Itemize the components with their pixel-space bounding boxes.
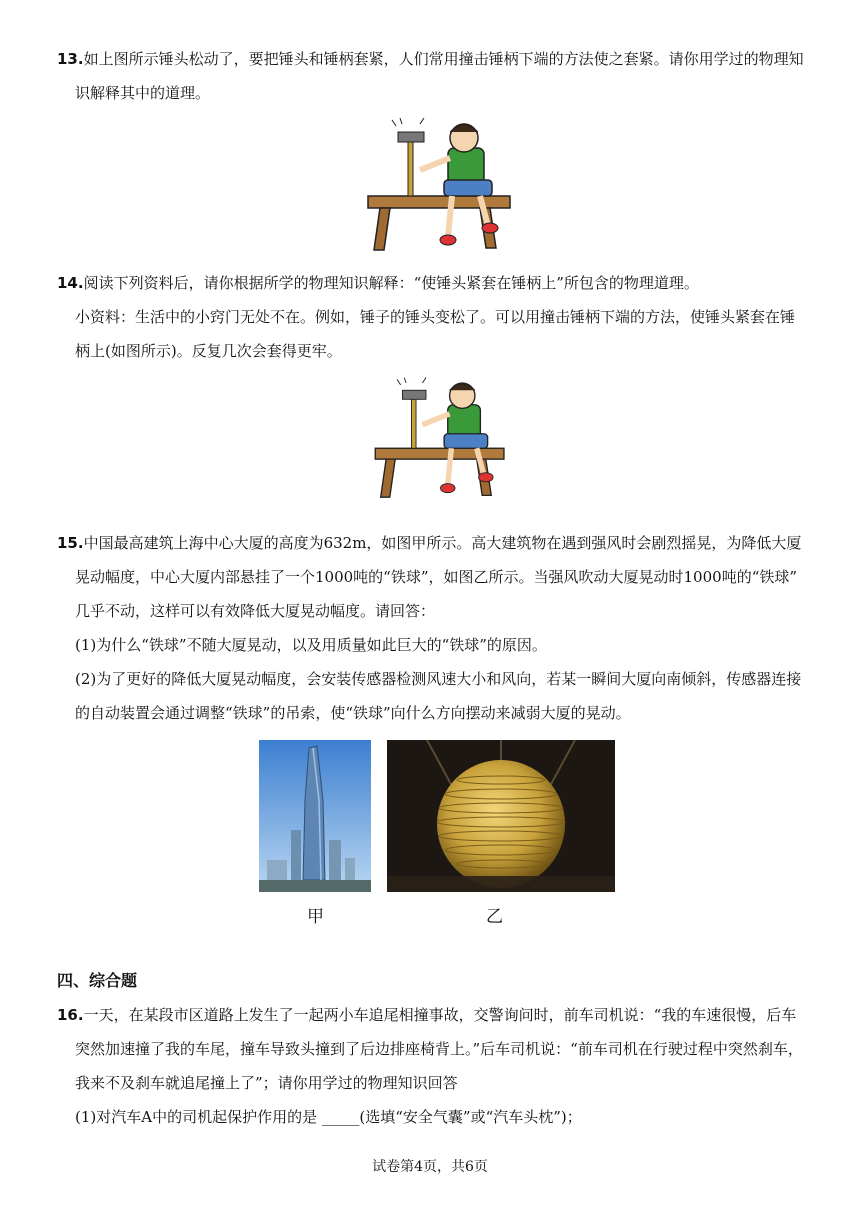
gold-sphere — [437, 760, 565, 888]
boy-hair — [450, 384, 475, 390]
question-text: 一天，在某段市区道路上发生了一起两小车追尾相撞事故，交警询问时，前车司机说：“我的车速很慢，后车 — [83, 1006, 797, 1024]
shoe — [482, 223, 498, 233]
question-text: 如上图所示锤头松动了，要把锤头和锤柄套紧，人们常用撞击锤柄下端的方法使之套紧。请你用学过的物理知 — [83, 50, 804, 68]
question-text: 阅读下列资料后，请你根据所学的物理知识解释：“使锤头紧套在锤柄上”所包含的物理道理。 — [83, 274, 699, 292]
question-16-line-1 — [57, 998, 807, 1032]
ground — [259, 880, 371, 892]
question-16-line-2: 突然加速撞了我的车尾，撞车导致头撞到了后边排座椅背上。”后车司机说：“前车司机在行驶过程中突然刹车， — [75, 1040, 803, 1058]
shoe — [479, 473, 494, 482]
question-15 — [57, 526, 807, 730]
building — [329, 840, 341, 880]
tuned-mass-damper-sphere-photo — [387, 740, 615, 892]
question-number: 13. — [57, 50, 84, 68]
floor-shadow — [387, 876, 615, 892]
boy-hair — [450, 125, 478, 132]
building — [345, 858, 355, 880]
caption-b: 乙 — [486, 907, 503, 927]
question-number: 15. — [57, 534, 84, 552]
question-14 — [57, 266, 807, 368]
question-14-line-3: 柄上(如图所示)。反复几次会套得更牢。 — [75, 342, 342, 360]
bench-leg — [381, 459, 396, 497]
question-text: (选填“安全气囊”或“汽车头枕”)； — [359, 1108, 582, 1126]
question-14-line-1 — [57, 266, 807, 300]
question-text: (1)对汽车A中的司机起保护作用的是 — [75, 1108, 318, 1126]
hammer-handle — [412, 396, 417, 449]
question-13 — [57, 42, 807, 110]
question-15-line-3: 几乎不动，这样可以有效降低大厦晃动幅度。请回答： — [75, 602, 436, 620]
leg — [448, 448, 452, 484]
question-number: 16. — [57, 1006, 84, 1024]
caption-a: 甲 — [307, 907, 324, 927]
question-16-line-3: 我来不及刹车就追尾撞上了”；请你用学过的物理知识回答 — [75, 1074, 458, 1092]
question-number: 14. — [57, 274, 84, 292]
question-15-line-2: 晃动幅度，中心大厦内部悬挂了一个1000吨的“铁球”，如图乙所示。当强风吹动大厦晃动时1000吨的“铁球” — [75, 568, 798, 586]
arm — [420, 158, 450, 170]
hammer-handle — [408, 138, 413, 196]
boy-hammering-on-bench-illustration — [368, 376, 513, 506]
bench-top — [368, 196, 510, 208]
blue-shorts — [444, 434, 488, 449]
shoe — [440, 235, 456, 245]
answer-blank[interactable]: _____ — [321, 1108, 360, 1126]
building — [291, 830, 301, 880]
question-13-line-2: 识解释其中的道理。 — [75, 84, 211, 102]
hammer-head — [398, 132, 424, 142]
blue-shorts — [444, 180, 492, 196]
question-15-sub-2b: 的自动装置会通过调整“铁球”的吊索，使“铁球”向什么方向摆动来减弱大厦的晃动。 — [75, 704, 631, 722]
building — [267, 860, 287, 880]
question-15-sub-2a: (2)为了更好的降低大厦晃动幅度，会安装传感器检测风速大小和风向，若某一瞬间大厦向南倾斜，传感器连接 — [75, 670, 802, 688]
page-footer: 试卷第4页，共6页 — [372, 1159, 488, 1175]
question-text: 中国最高建筑上海中心大厦的高度为632m，如图甲所示。高大建筑物在遇到强风时会剧烈摇晃，为降低大厦 — [83, 534, 802, 552]
question-13-line-1 — [57, 42, 807, 76]
bench-top — [375, 448, 504, 459]
shoe — [441, 484, 456, 493]
arm — [422, 414, 449, 425]
question-16-sub-1 — [57, 1100, 807, 1134]
motion-lines — [397, 378, 426, 385]
hammer-head — [402, 390, 426, 399]
bench-leg — [374, 208, 390, 250]
question-16 — [57, 998, 807, 1134]
leg — [448, 196, 452, 236]
question-14-line-2: 小资料：生活中的小窍门无处不在。例如，锤子的锤头变松了。可以用撞击锤柄下端的方法，使锤头紧套在锤 — [75, 308, 796, 326]
section-title: 四、综合题 — [57, 971, 138, 990]
motion-lines — [392, 118, 424, 126]
boy-hammering-on-bench-illustration — [360, 118, 520, 258]
question-15-line-1 — [57, 526, 807, 560]
shanghai-tower-photo — [259, 740, 371, 892]
question-15-sub-1: (1)为什么“铁球”不随大厦晃动，以及用质量如此巨大的“铁球”的原因。 — [75, 636, 547, 654]
